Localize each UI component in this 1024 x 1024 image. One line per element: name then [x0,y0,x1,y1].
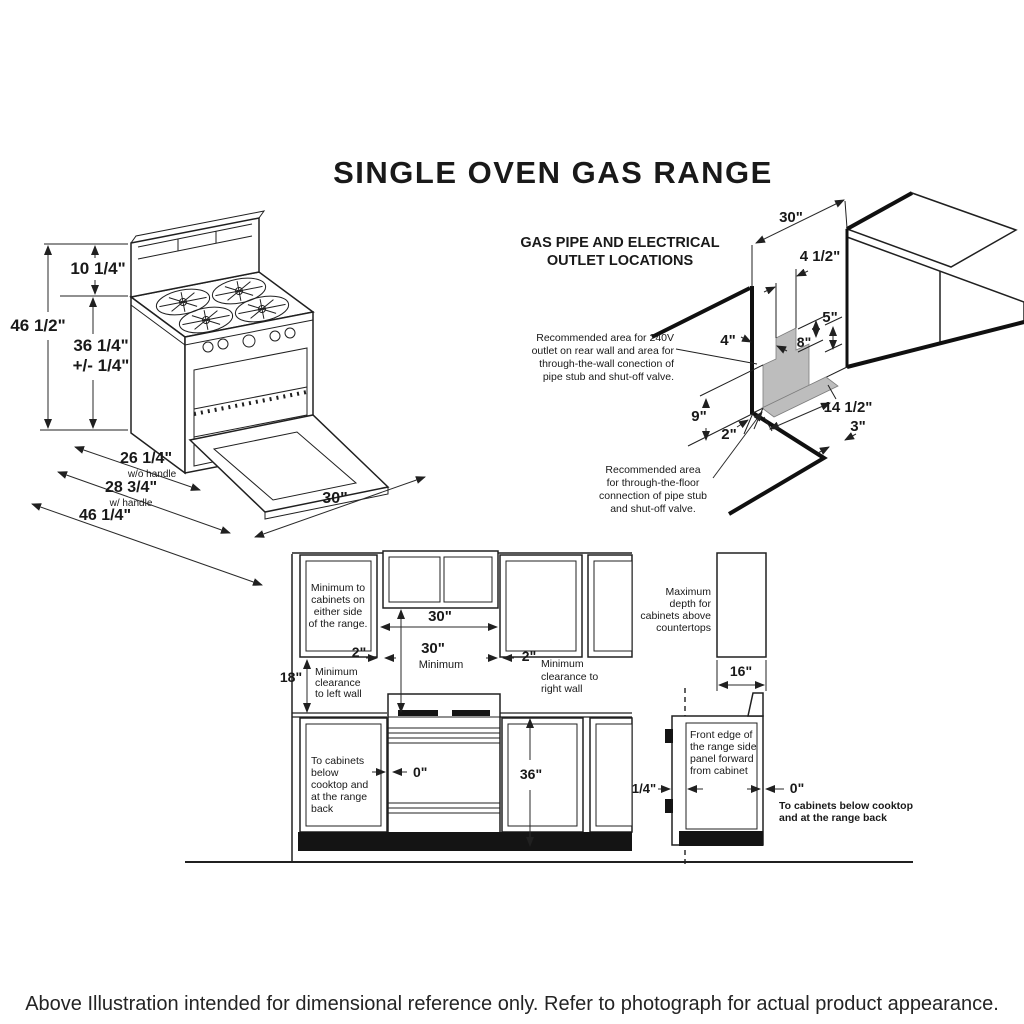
dim-gap-left: 2" [351,644,367,660]
dim-zero-gap-side: 0" [789,780,805,796]
max-depth-note [640,586,711,634]
svg-text:cabinets above: cabinets above [640,610,711,622]
svg-text:from cabinet: from cabinet [690,765,748,777]
burner-left [398,710,438,716]
dim-outlet-8: 8" [796,334,812,350]
adjacent-cabinet [847,193,1024,367]
svg-text:Minimum: Minimum [315,666,358,678]
dim-depth-with-handle-note: w/ handle [109,498,153,509]
svg-text:depth for: depth for [669,598,711,610]
dim-door-width: 30" [322,490,348,507]
svg-text:of the range.: of the range. [308,618,368,630]
dim-backsplash-height: 10 1/4" [70,259,126,278]
svg-text:the range side: the range side [690,741,757,753]
dim-strip-3: 3" [850,418,866,435]
dim-floor-14half: 14 1/2" [823,399,873,416]
dim-overall-height: 46 1/2" [10,316,66,335]
dim-depth-no-handle: 26 1/4" [119,450,173,467]
dim-gap-5: 5" [822,309,838,326]
svg-text:Recommended area for 240V: Recommended area for 240V [536,332,674,344]
right-wall-note [541,658,598,695]
cabinet-clearance-side-diagram [632,553,913,866]
upper-cabinet-side [717,553,766,657]
svg-text:at the range: at the range [311,791,368,803]
dim-gap-right: 2" [521,648,537,664]
disclaimer-caption: Above Illustration intended for dimensional reference only. Refer to photograph for actual product appearance. [25,993,999,1015]
svg-text:panel forward: panel forward [690,753,754,765]
svg-text:outlet on rear wall and area f: outlet on rear wall and area for [531,345,674,357]
range-toe-kick [679,831,763,846]
dim-floor-9: 9" [691,408,707,425]
svg-text:and shut-off valve.: and shut-off valve. [610,503,696,515]
dim-corner-4: 4" [720,332,736,349]
gas-pipe-heading-line2: OUTLET LOCATIONS [546,253,694,269]
front-edge-note [690,729,757,777]
svg-text:clearance to: clearance to [541,671,599,683]
svg-text:through-the-wall conection of: through-the-wall conection of [539,358,674,370]
svg-text:Minimum: Minimum [541,658,584,670]
page-title: SINGLE OVEN GAS RANGE [333,155,773,190]
wall-area-note [532,332,675,383]
dim-cabinet-depth: 16" [729,663,753,679]
dim-depth-door-open: 46 1/4" [78,507,132,524]
svg-text:Recommended area: Recommended area [605,464,701,476]
svg-text:To cabinets below cooktop: To cabinets below cooktop [779,800,913,812]
dim-opening-width: 30" [428,608,452,625]
svg-text:Front edge of: Front edge of [690,729,753,741]
burner-right [452,710,490,716]
svg-text:pipe stub and shut-off valve.: pipe stub and shut-off valve. [542,371,674,383]
cabinet-clearance-front-diagram [280,551,632,862]
svg-text:cooktop and: cooktop and [311,779,369,791]
svg-text:clearance: clearance [315,677,361,689]
dim-zero-gap: 0" [413,764,428,780]
svg-text:To cabinets: To cabinets [311,755,365,767]
svg-text:cabinets on: cabinets on [311,594,365,606]
dim-min-height-note: Minimum [418,659,464,671]
svg-text:right wall: right wall [541,683,583,695]
gas-pipe-location-diagram [520,193,1024,515]
svg-text:and at the range back: and at the range back [779,812,887,824]
svg-text:Minimum to: Minimum to [310,582,366,594]
range-front-view [388,694,500,832]
dim-outlet-width: 4 1/2" [799,248,841,265]
floor-area-note [599,464,707,515]
dim-counter-gap: 18" [279,669,303,685]
door-handle-mark-bottom [665,799,673,813]
dim-floor-2: 2" [721,426,737,443]
svg-text:either side: either side [313,606,363,618]
dim-cooktop-height: 36 1/4" [73,336,129,355]
dim-depth-with-handle: 28 3/4" [104,479,158,496]
dim-min-height: 30" [421,640,445,657]
svg-text:Maximum: Maximum [665,586,711,598]
svg-text:to left wall: to left wall [315,688,362,700]
svg-text:for through-the-floor: for through-the-floor [606,477,700,489]
svg-text:countertops: countertops [656,622,711,634]
dim-cooktop-tolerance: +/- 1/4" [72,356,130,375]
range-back-note [779,800,913,824]
door-handle-mark-top [665,729,673,743]
backguard-side [748,693,763,716]
gas-pipe-heading-line1: GAS PIPE AND ELECTRICAL [520,235,720,251]
base-cabinets [300,718,632,832]
svg-text:back: back [311,803,334,815]
svg-text:connection of pipe stub: connection of pipe stub [599,490,707,502]
isometric-range-diagram [10,211,425,585]
toe-kick-band [298,832,632,851]
dim-depth-no-handle-note: w/o handle [127,469,177,480]
side-cabinet-note [309,582,368,630]
dim-quarter-gap: 1/4" [631,781,657,796]
dim-counter-height: 36" [519,766,543,782]
svg-text:below: below [311,767,339,779]
dim-wall-width: 30" [779,209,803,226]
left-wall-note [315,666,362,700]
